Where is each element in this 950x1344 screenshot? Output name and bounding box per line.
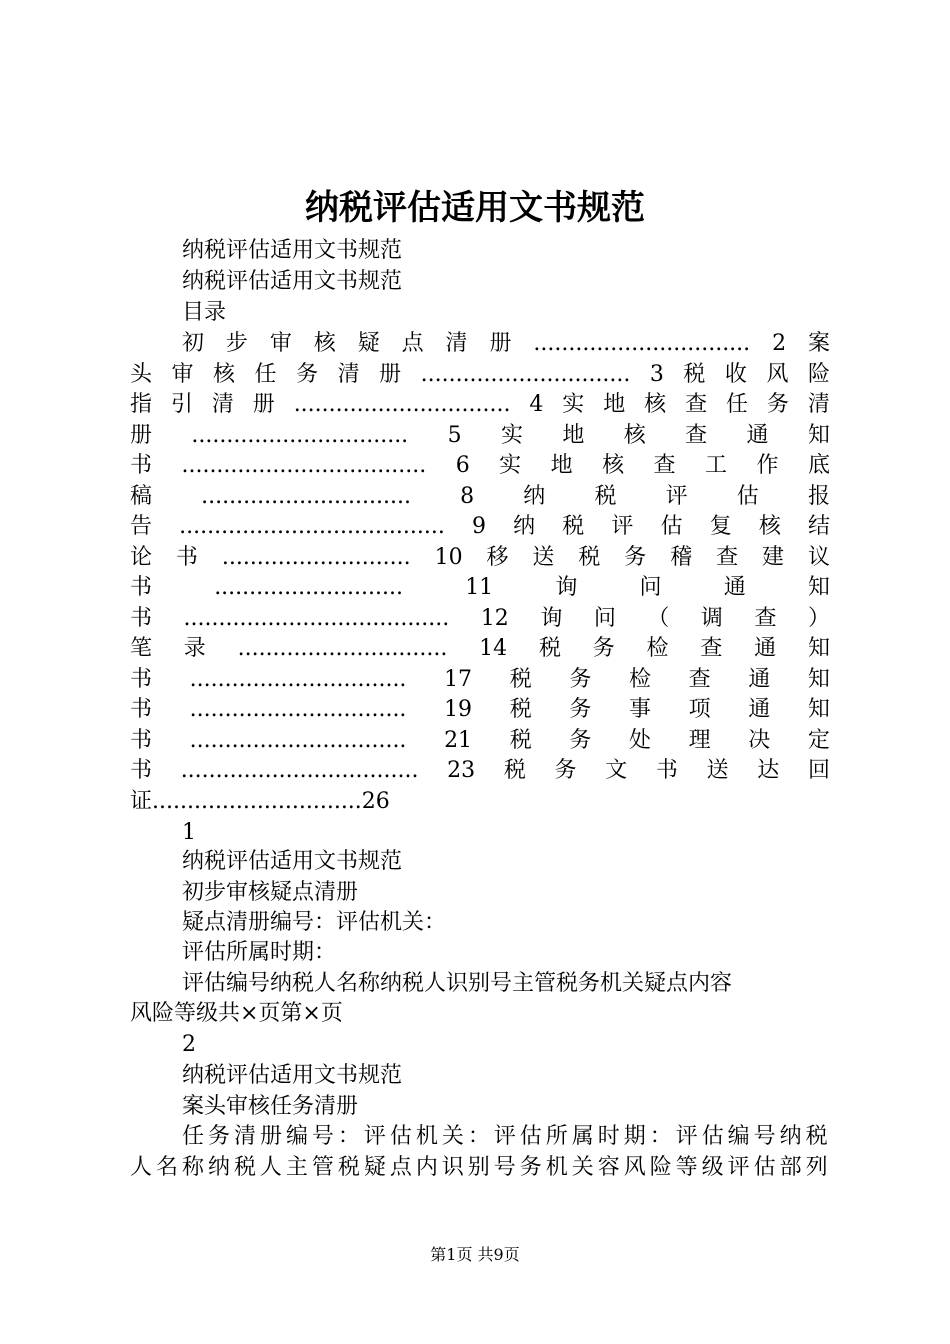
toc-token: 检 [646,636,669,661]
toc-token: 知 [807,636,830,661]
toc-token: 通 [723,575,746,600]
toc-token: 务 [624,544,647,570]
toc-token: 初 [182,331,205,356]
toc-line [130,573,830,604]
toc-token: 收 [724,361,747,387]
toc-token: 录 [183,636,206,661]
toc-token: 查 [700,636,723,661]
toc-token: 文 [605,758,628,783]
toc-token: 务 [592,636,615,661]
toc-token: 告 [130,514,153,539]
section1-title: 初步审核疑点清册 [182,880,359,905]
toc-line [130,695,830,726]
toc-line [130,543,830,574]
toc-token: 11 [465,575,494,600]
toc-token: 税 [594,483,617,509]
toc-token: 风 [766,361,789,387]
toc-token: 清 [445,331,468,356]
toc-token: 纳 [513,514,536,539]
toc-token: ...................................... [179,514,445,539]
intro-line-1: 纳税评估适用文书规范 [182,238,403,263]
toc-token: 评 [665,483,688,509]
toc-token: ............................... [191,422,409,448]
toc-token: ........................... [221,544,411,570]
toc-token: 税 [578,544,601,570]
toc-line [130,604,830,635]
toc-token: 步 [225,331,248,356]
toc-token: 核 [602,453,625,478]
toc-token: 务 [569,666,592,692]
toc-token: 册 [379,361,402,387]
section1-columns-line-2: 风险等级共×页第×页 [130,1001,343,1026]
toc-token: 21 [444,727,473,753]
toc-token: 稿 [130,483,153,509]
toc-token: 问 [639,575,662,600]
toc-token: 查 [716,544,739,570]
toc-token: 报 [807,483,830,509]
toc-token: 税 [562,514,585,539]
toc-token: 税 [509,666,532,692]
toc-token: ........................... [214,575,404,600]
toc-token: .............................. [201,483,411,509]
toc-token: 册 [130,422,153,448]
toc-token: 实 [499,453,522,478]
toc-token: 知 [807,697,830,722]
toc-token: ...................................... [183,605,450,631]
toc-token: （ [647,605,670,631]
toc-token: 询 [540,605,563,631]
toc-token: 工 [705,453,728,478]
toc-token: 项 [688,697,711,722]
toc-token: 审 [269,331,292,356]
toc-token: 查 [653,453,676,478]
toc-token: 地 [550,453,573,478]
toc-token: 19 [444,697,473,722]
toc-token: 点 [401,331,424,356]
toc-token: 评 [611,514,634,539]
toc-token: 估 [660,514,683,539]
toc-token: 册 [252,392,275,417]
toc-token: 问 [593,605,616,631]
toc-token: 稽 [670,544,693,570]
toc-line [130,512,830,543]
toc-token: 书 [130,453,153,478]
toc-token: ............................... [189,666,407,692]
toc-token: 4 [529,392,544,417]
toc-line [130,756,830,787]
toc-token: 疑 [357,331,380,356]
toc-line [130,482,830,513]
toc-token: 询 [555,575,578,600]
toc-token: 9 [472,514,487,539]
toc-token: 理 [688,727,711,753]
toc-token: 税 [509,727,532,753]
toc-token: 书 [130,758,153,783]
toc-token: 清 [211,392,234,417]
toc-token: 地 [562,422,585,448]
toc-token: 12 [480,605,509,631]
toc-token: 估 [736,483,759,509]
section1-header: 纳税评估适用文书规范 [182,849,403,874]
toc-line [130,421,830,452]
toc-token: 务 [569,727,592,753]
toc-token: 2 [772,331,787,356]
section1-field-1: 疑点清册编号：评估机关： [182,910,447,935]
toc-token: 6 [455,453,470,478]
toc-token: ............................... [533,331,751,356]
toc-token: 复 [709,514,732,539]
section1-field-2: 评估所属时期： [182,940,337,965]
toc-token: 纳 [523,483,546,509]
section2-fields-line-1: 任 务 清 册 编 号 ： 评 估 机 关 ： 评 估 所 属 时 期 ： 评 估 编 号 纳 税 [182,1124,828,1149]
toc-token: 清 [807,392,830,417]
toc-token: 回 [807,758,830,783]
toc-token: 结 [807,514,830,539]
toc-token: ） [807,605,830,631]
toc-token: 10 [434,544,463,570]
toc-token: 审 [171,361,194,387]
toc-token: 知 [807,666,830,692]
section2-fields-line-2: 人 名 称 纳 税 人 主 管 税 疑 点 内 识 别 号 务 机 关 容 风 险 等 级 评 估 部 列 [130,1155,828,1180]
toc-token: 实 [562,392,585,417]
toc-token: 5 [447,422,462,448]
toc-token: 处 [628,727,651,753]
toc-token: 送 [706,758,729,783]
toc-token: 头 [130,361,153,387]
toc-token: ............................... [189,697,407,722]
toc-token: 8 [460,483,475,509]
toc-token: 移 [486,544,509,570]
toc-token: 17 [444,666,473,692]
toc-token: 论 [130,544,153,570]
toc-token: 地 [603,392,626,417]
intro-line-2: 纳税评估适用文书规范 [182,269,403,294]
toc-token: 检 [628,666,651,692]
toc-token: 查 [754,605,777,631]
toc-token: 通 [746,422,769,448]
toc-token: 查 [685,392,708,417]
table-of-contents [130,329,830,817]
document-title: 纳税评估适用文书规范 [305,188,645,228]
toc-token: 核 [758,514,781,539]
toc-token: 核 [213,361,236,387]
toc-token: 查 [688,666,711,692]
toc-token: ................................... [181,453,427,478]
toc-token: 书 [130,575,153,600]
toc-token: 建 [762,544,785,570]
toc-token: 险 [807,361,830,387]
toc-token: 清 [337,361,360,387]
toc-token: 送 [532,544,555,570]
toc-token: 核 [623,422,646,448]
toc-token: 查 [685,422,708,448]
toc-token: 引 [170,392,193,417]
toc-token: 书 [655,758,678,783]
toc-token: 底 [807,453,830,478]
toc-token: 册 [489,331,512,356]
toc-token: 事 [628,697,651,722]
toc-line [130,634,830,665]
section2-title: 案头审核任务清册 [182,1094,359,1119]
toc-token: 税 [503,758,526,783]
toc-token: ............................... [293,392,511,417]
toc-token: .................................. [180,758,419,783]
toc-token: 务 [554,758,577,783]
page-number-2: 2 [182,1032,196,1057]
toc-token: 书 [130,605,153,631]
toc-heading: 目录 [182,300,227,325]
toc-line [130,665,830,696]
toc-token: 3 [649,361,664,387]
toc-token: 核 [313,331,336,356]
toc-line [130,726,830,757]
toc-token: 作 [756,453,779,478]
toc-token: 议 [807,544,830,570]
toc-token: 税 [538,636,561,661]
toc-token: 达 [757,758,780,783]
toc-token: 证..............................26 [130,788,390,814]
toc-line [130,329,830,360]
section1-columns-line-1: 评估编号纳税人名称纳税人识别号主管税务机关疑点内容 [182,971,733,996]
toc-token: 知 [807,422,830,448]
toc-token: 通 [754,636,777,661]
toc-line [130,451,830,482]
toc-token: 书 [130,666,153,692]
toc-token: 知 [807,575,830,600]
page-number-1: 1 [182,820,196,845]
toc-token: 指 [130,392,153,417]
toc-line [130,787,830,818]
toc-token: 务 [296,361,319,387]
toc-line [130,360,830,391]
toc-token: 笔 [130,636,153,661]
toc-token: 书 [130,697,153,722]
page-footer: 第1页 共9页 [430,1245,520,1264]
toc-token: 书 [130,727,153,753]
toc-token: .............................. [237,636,448,661]
toc-token: 决 [748,727,771,753]
toc-token: 务 [569,697,592,722]
toc-token: 任 [254,361,277,387]
toc-line [130,390,830,421]
toc-token: 税 [683,361,706,387]
toc-token: .............................. [420,361,631,387]
toc-token: 通 [748,697,771,722]
toc-token: 实 [500,422,523,448]
toc-token: ............................... [189,727,407,753]
toc-token: 税 [509,697,532,722]
section2-header: 纳税评估适用文书规范 [182,1063,403,1088]
toc-token: 定 [807,727,830,753]
toc-token: 务 [766,392,789,417]
toc-token: 核 [644,392,667,417]
toc-token: 通 [748,666,771,692]
toc-token: 23 [447,758,476,783]
toc-token: 案 [807,331,830,356]
toc-token: 调 [700,605,723,631]
toc-token: 书 [175,544,198,570]
toc-token: 任 [725,392,748,417]
toc-token: 14 [479,636,508,661]
